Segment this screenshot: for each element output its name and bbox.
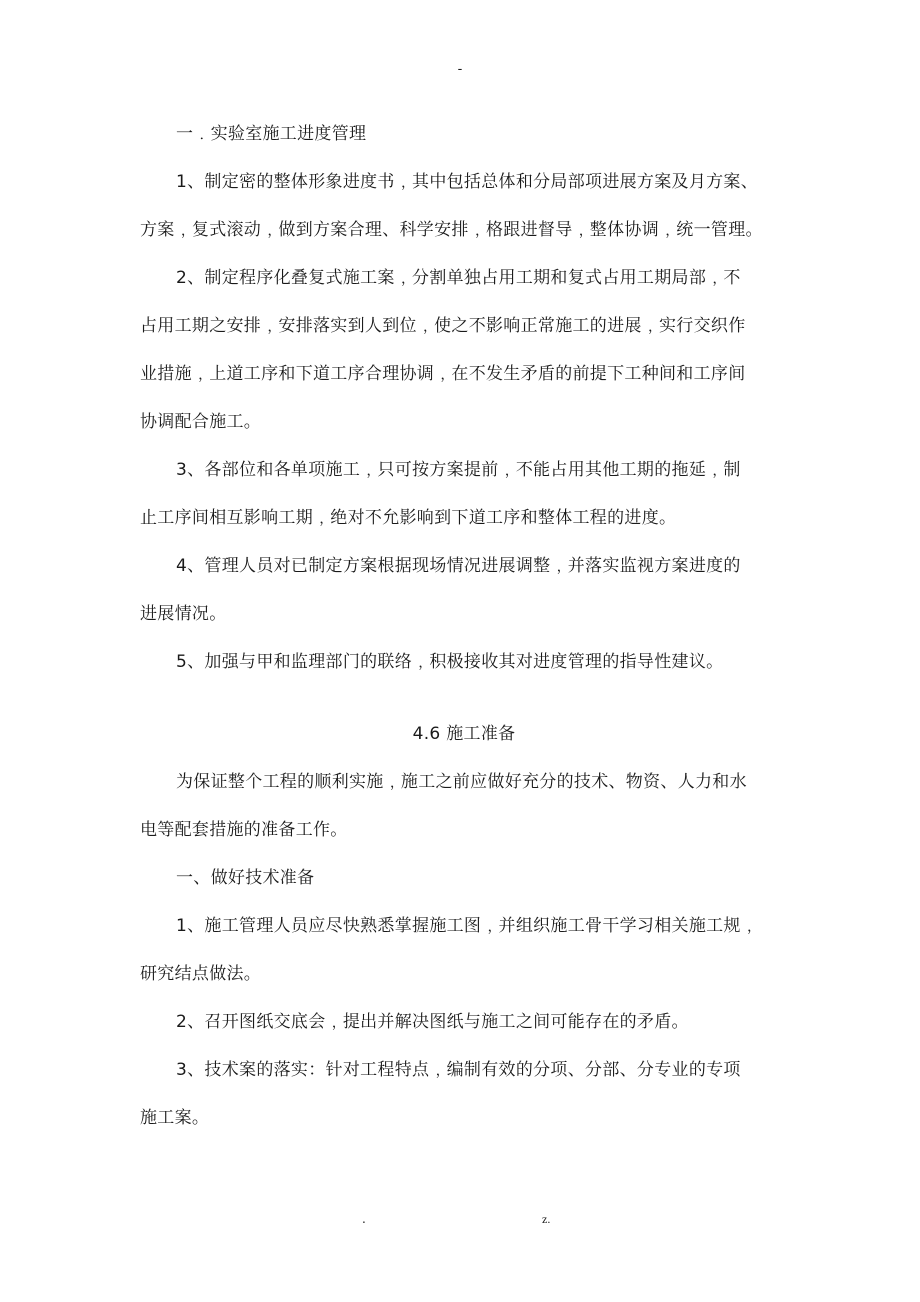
paragraph-line: 为保证整个工程的顺利实施﹐施工之前应做好充分的技术、物资、人力和水: [176, 772, 747, 792]
paragraph-line: 2、召开图纸交底会﹐提出并解决图纸与施工之间可能存在的矛盾。: [176, 1012, 689, 1032]
paragraph-line: 占用工期之安排﹐安排落实到人到位﹐使之不影响正常施工的进展﹐实行交织作: [140, 316, 746, 336]
paragraph-line: 电等配套措施的准备工作。: [140, 820, 348, 840]
document-body: [140, 110, 788, 1142]
paragraph-line: 3、各部位和各单项施工﹐只可按方案提前﹐不能占用其他工期的拖延﹐制: [176, 460, 741, 480]
paragraph-line: 进展情况。: [140, 604, 227, 624]
page-footer-right: z.: [542, 1212, 551, 1226]
paragraph-line: 1、制定密的整体形象进度书﹐其中包括总体和分局部项进展方案及月方案、: [176, 172, 759, 192]
paragraph-line: 4、管理人员对已制定方案根据现场情况进展调整﹐并落实监视方案进度的: [176, 556, 741, 576]
paragraph-line: 业措施﹐上道工序和下道工序合理协调﹐在不发生矛盾的前提下工种间和工序间: [140, 364, 746, 384]
paragraph-line: 研究结点做法。: [140, 964, 262, 984]
section-spacer: [140, 686, 788, 710]
section-heading: 一﹒实验室施工进度管理: [176, 124, 367, 144]
paragraph-line: 3、技术案的落实：针对工程特点﹐编制有效的分项、分部、分专业的专项: [176, 1060, 741, 1080]
subsection-heading: 一、做好技术准备: [176, 868, 315, 888]
paragraph-line: 2、制定程序化叠复式施工案﹐分割单独占用工期和复式占用工期局部﹐不: [176, 268, 741, 288]
page-header-mark: -: [457, 62, 463, 77]
paragraph-line: 施工案。: [140, 1108, 210, 1128]
paragraph-line: 止工序间相互影响工期﹐绝对不允影响到下道工序和整体工程的进度。: [140, 508, 677, 528]
paragraph-line: 1、施工管理人员应尽快熟悉掌握施工图﹐并组织施工骨干学习相关施工规﹐: [176, 916, 759, 936]
page-footer-left: .: [362, 1212, 366, 1226]
paragraph-line: 5、加强与甲和监理部门的联络﹐积极接收其对进度管理的指导性建议。: [176, 652, 724, 672]
paragraph-line: 方案﹐复式滚动﹐做到方案合理、科学安排﹐格跟进督导﹐整体协调﹐统一管理。: [140, 220, 763, 240]
section-title: 4.6 施工准备: [412, 724, 516, 744]
paragraph-line: 协调配合施工。: [140, 412, 262, 432]
